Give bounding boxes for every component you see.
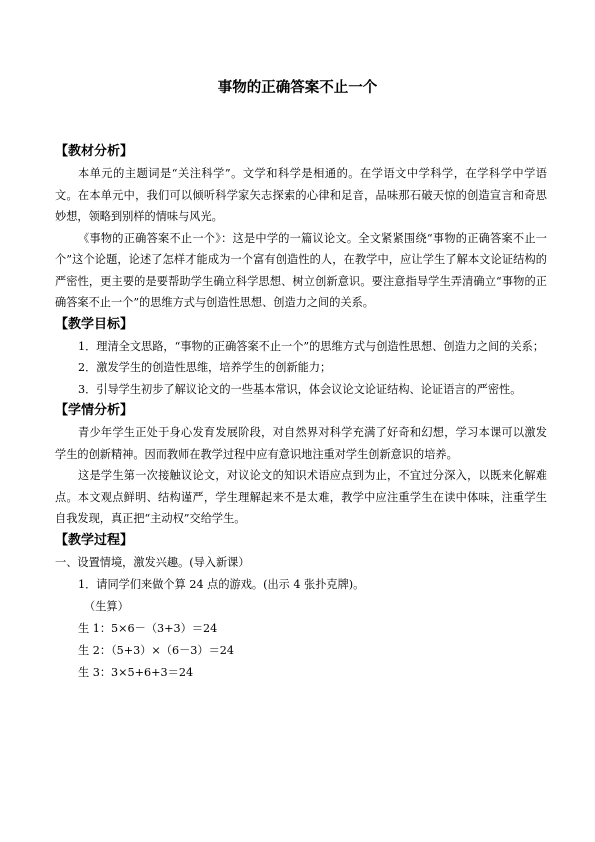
process-item-1: 1．请同学们来做个算 24 点的游戏。(出示 4 张扑克牌)。 xyxy=(78,577,365,591)
students-paragraph-2: 这是学生第一次接触议论文，对议论文的知识术语应点到为止，不宜过分深入，以既来化解难点。本文观点鲜明、结构谨严，学生理解起来不是太难，教学中应注重学生在读中体味，注重学生自我发现，真正把“主动权”交给学生。 xyxy=(55,469,547,525)
student-answer-1: 生 1：5×6－（3+3）＝24 xyxy=(78,621,218,635)
student-answer-2: 生 2：（5+3）×（6－3）＝24 xyxy=(78,643,235,657)
student-answer-3: 生 3：3×5+6+3＝24 xyxy=(78,665,194,679)
analysis-paragraph-1: 本单元的主题词是“关注科学”。文学和科学是相通的。在学语文中学科学，在学科学中学语文。在本单元中，我们可以倾听科学家矢志探索的心律和足音，品味那石破天惊的创造宣言和奇思妙想，领略到别样的情味与风光。 xyxy=(55,167,547,223)
section-heading-analysis: 【教材分析】 xyxy=(55,144,134,159)
goal-item-3: 3．引导学生初步了解议论文的一些基本常识，体会议论文论证结构、论证语言的严密性。 xyxy=(78,382,522,396)
section-heading-goals: 【教学目标】 xyxy=(55,316,134,332)
students-paragraph-1: 青少年学生正处于身心发育发展阶段，对自然界对科学充满了好奇和幻想，学习本课可以激发学生的创新精神。因而教师在教学过程中应有意识地注重对学生创新意识的培养。 xyxy=(55,426,547,461)
document-body xyxy=(55,141,547,684)
goal-item-1: 1．理清全文思路，“事物的正确答案不止一个”的思维方式与创造性思想、创造力之间的关系； xyxy=(78,339,545,353)
document-title: 事物的正确答案不止一个 xyxy=(217,80,378,96)
process-step-1: 一、设置情境，激发兴趣。(导入新课） xyxy=(55,555,250,569)
process-note: （生算） xyxy=(84,599,129,613)
analysis-paragraph-2: 《事物的正确答案不止一个》：这是中学的一篇议论文。全文紧紧围绕“事物的正确答案不止一个”这个论题，论述了怎样才能成为一个富有创造性的人，在教学中，应让学生了解本文论证结构的严密性，更主要的是要帮助学生确立科学思想、树立创新意识。要注意指导学生弄清确立“事物的正确答案不止一个”的思维方式与创造性思想、创造力之间的关系。 xyxy=(55,231,547,309)
goal-item-2: 2．激发学生的创造性思维，培养学生的创新能力； xyxy=(78,361,332,374)
section-heading-students: 【学情分析】 xyxy=(55,403,134,418)
section-heading-process: 【教学过程】 xyxy=(55,532,134,548)
